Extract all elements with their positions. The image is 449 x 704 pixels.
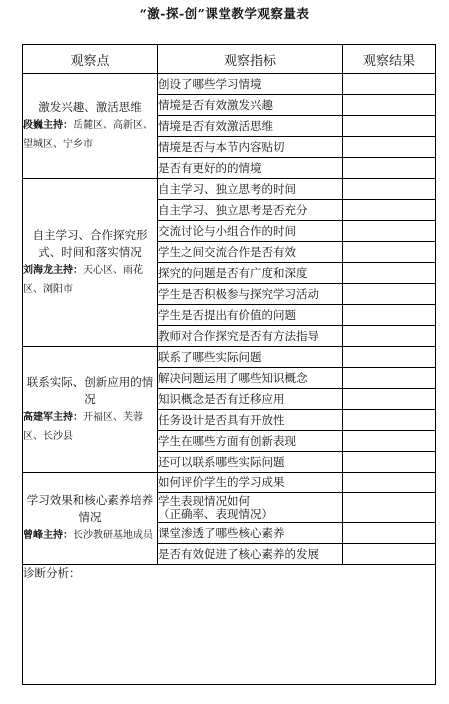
page-title: “激-探-创”课堂教学观察量表 (139, 6, 310, 21)
host-areas: 天心区、雨花区、浏阳市 (23, 264, 143, 295)
result-cell[interactable] (343, 452, 436, 473)
result-cell[interactable] (343, 116, 436, 137)
indicator-cell: 学生是否积极参与探究学习活动 (158, 284, 343, 305)
table-row (23, 347, 436, 368)
indicator-cell: 是否有更好的的情境 (158, 158, 343, 179)
host-areas: 开福区、芙蓉区、长沙县 (23, 411, 143, 442)
indicator-cell: 情境是否与本节内容贴切 (158, 137, 343, 158)
indicator-cell: 是否有效促进了核心素养的发展 (158, 544, 343, 565)
indicator-cell: 情境是否有效激活思维 (158, 116, 343, 137)
result-cell[interactable] (343, 326, 436, 347)
indicator-cell: 教师对合作探究是否有方法指导 (158, 326, 343, 347)
observation-point-4 (23, 473, 158, 565)
result-cell[interactable] (343, 242, 436, 263)
indicator-cell: 自主学习、独立思考的时间 (158, 179, 343, 200)
table-row (23, 179, 436, 200)
result-cell[interactable] (343, 389, 436, 410)
point-title: 激发兴趣、激活思维 (38, 99, 142, 114)
result-cell[interactable] (343, 431, 436, 452)
point-title: 自主学习、合作探究形式、时间和落实情况 (32, 227, 148, 259)
table-row (23, 473, 436, 493)
header-indicator: 观察指标 (158, 45, 343, 74)
host-areas: 岳麓区、高新区、望城区、宁乡市 (23, 119, 153, 150)
point-title: 学习效果和核心素养培养情况 (26, 493, 154, 524)
result-cell[interactable] (343, 523, 436, 544)
indicator-cell (158, 493, 343, 523)
diagnosis-area[interactable] (23, 565, 436, 685)
point-title: 联系实际、创新应用的情况 (26, 374, 154, 406)
indicator-cell: 联系了哪些实际问题 (158, 347, 343, 368)
result-cell[interactable] (343, 221, 436, 242)
observation-point-1 (23, 74, 158, 179)
host-name: 曾峰主持： (23, 530, 73, 541)
indicator-cell: 还可以联系哪些实际问题 (158, 452, 343, 473)
indicator-note: （正确率、表现情况） (158, 506, 273, 521)
diagnosis-label: 诊断分析： (23, 566, 81, 580)
host-areas: 长沙教研基地成员 (73, 530, 153, 541)
result-cell[interactable] (343, 493, 436, 523)
point-host (23, 261, 157, 299)
host-name: 高建军主持： (23, 411, 83, 423)
indicator-cell: 探究的问题是否有广度和深度 (158, 263, 343, 284)
observation-table (22, 44, 436, 685)
indicator-cell: 情境是否有效激发兴趣 (158, 95, 343, 116)
indicator-cell: 自主学习、独立思考是否充分 (158, 200, 343, 221)
indicator-cell: 交流讨论与小组合作的时间 (158, 221, 343, 242)
host-name: 段巍主持： (23, 119, 73, 131)
header-point: 观察点 (23, 45, 158, 74)
result-cell[interactable] (343, 284, 436, 305)
result-cell[interactable] (343, 74, 436, 95)
result-cell[interactable] (343, 137, 436, 158)
result-cell[interactable] (343, 544, 436, 565)
result-cell[interactable] (343, 179, 436, 200)
result-cell[interactable] (343, 347, 436, 368)
indicator-text: 学生表现情况如何 (158, 493, 250, 508)
indicator-cell: 知识概念是否有迁移应用 (158, 389, 343, 410)
result-cell[interactable] (343, 305, 436, 326)
point-host (23, 526, 157, 545)
result-cell[interactable] (343, 158, 436, 179)
result-cell[interactable] (343, 473, 436, 493)
host-name: 刘海龙主持： (23, 264, 83, 276)
indicator-cell: 课堂渗透了哪些核心素养 (158, 523, 343, 544)
observation-point-3 (23, 347, 158, 473)
header-result: 观察结果 (343, 45, 436, 74)
result-cell[interactable] (343, 368, 436, 389)
indicator-cell: 学生在哪些方面有创新表现 (158, 431, 343, 452)
result-cell[interactable] (343, 200, 436, 221)
header-row (23, 45, 436, 74)
result-cell[interactable] (343, 410, 436, 431)
indicator-cell: 学生之间交流合作是否有效 (158, 242, 343, 263)
indicator-cell: 学生是否提出有价值的问题 (158, 305, 343, 326)
diagnosis-row (23, 565, 436, 685)
indicator-cell: 解决问题运用了哪些知识概念 (158, 368, 343, 389)
indicator-cell: 如何评价学生的学习成果 (158, 473, 343, 493)
table-row (23, 74, 436, 95)
result-cell[interactable] (343, 263, 436, 284)
result-cell[interactable] (343, 95, 436, 116)
indicator-cell: 任务设计是否具有开放性 (158, 410, 343, 431)
observation-point-2 (23, 179, 158, 347)
point-host (23, 408, 157, 446)
point-host (23, 116, 157, 154)
indicator-cell: 创设了哪些学习情境 (158, 74, 343, 95)
